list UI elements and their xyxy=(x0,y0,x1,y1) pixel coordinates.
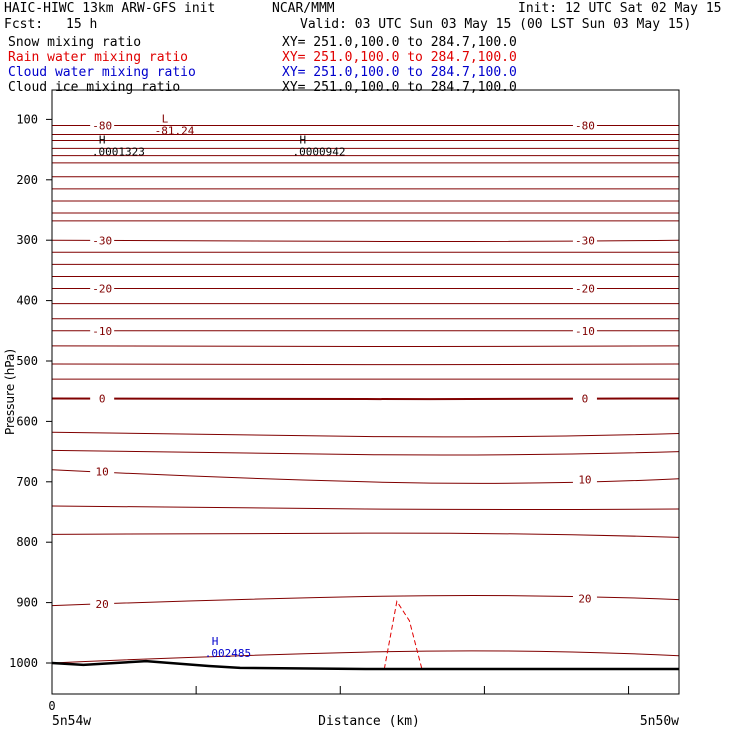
y-tick-label: 300 xyxy=(16,233,38,248)
temperature-contour xyxy=(52,533,679,537)
field-rain-xy: XY= 251.0,100.0 to 284.7,100.0 xyxy=(282,50,517,65)
temperature-contour-label: -20 xyxy=(92,282,113,296)
header-org: NCAR/MMM xyxy=(272,1,335,16)
temperature-contour xyxy=(52,346,679,347)
temperature-contour xyxy=(52,432,679,437)
temperature-contour-label: 0 xyxy=(581,392,589,406)
rain-water-contour xyxy=(384,601,422,669)
temperature-contour-label: -10 xyxy=(92,324,113,338)
extremum-type-label: H xyxy=(299,133,307,147)
extremum-value-label: .0001323 xyxy=(91,145,145,159)
field-snow-name: Snow mixing ratio xyxy=(8,35,142,50)
y-tick-label: 200 xyxy=(16,172,38,187)
field-cloudwater-xy: XY= 251.0,100.0 to 284.7,100.0 xyxy=(282,65,517,80)
temperature-contour xyxy=(52,450,679,455)
temperature-contour-label: 0 xyxy=(98,392,106,406)
temperature-contour-label: 10 xyxy=(578,473,592,487)
y-tick-label: 600 xyxy=(16,414,38,429)
extremum-value-label: .002485 xyxy=(204,646,252,660)
header-model: HAIC-HIWC 13km ARW-GFS init xyxy=(4,1,216,16)
temperature-contour xyxy=(52,506,679,510)
field-rain-name: Rain water mixing ratio xyxy=(8,50,189,65)
field-cloudice-name: Cloud ice mixing ratio xyxy=(8,80,181,95)
temperature-contour-label: -80 xyxy=(92,119,113,133)
y-tick-label: 500 xyxy=(16,354,38,368)
y-tick-label: 100 xyxy=(16,112,38,127)
field-cloudice-xy: XY= 251.0,100.0 to 284.7,100.0 xyxy=(282,80,517,95)
temperature-contour-label: -30 xyxy=(575,234,595,248)
x-label-left: 5n54w xyxy=(52,714,92,729)
header-valid: Valid: 03 UTC Sun 03 May 15 (00 LST Sun 03 May 15) xyxy=(300,17,692,32)
field-cloudwater-name: Cloud water mixing ratio xyxy=(8,65,196,80)
extremum-type-label: L xyxy=(161,112,169,126)
x-label-right: 5n50w xyxy=(639,714,679,729)
temperature-contour-label: 10 xyxy=(95,465,109,479)
x-tick-zero: 0 xyxy=(48,699,56,713)
y-tick-label: 400 xyxy=(16,293,38,308)
temperature-contour-label: -30 xyxy=(92,234,113,248)
temperature-contour xyxy=(52,364,679,365)
terrain-line xyxy=(52,661,679,669)
temperature-contour-label: -20 xyxy=(575,282,595,296)
temperature-contour-label: -10 xyxy=(575,324,595,338)
extremum-type-label: H xyxy=(98,133,106,147)
temperature-contour-label: -80 xyxy=(575,119,595,133)
extremum-type-label: H xyxy=(211,634,219,648)
header-init: Init: 12 UTC Sat 02 May 15 xyxy=(518,1,722,16)
extremum-value-label: -81.24 xyxy=(154,124,195,138)
y-tick-label: 1000 xyxy=(9,656,38,670)
y-tick-label: 900 xyxy=(16,595,38,610)
y-tick-label: 800 xyxy=(16,535,38,550)
temperature-contour-label: 20 xyxy=(95,598,109,612)
y-axis-label: Pressure (hPa) xyxy=(3,348,17,436)
header-fcst-label: Fcst: xyxy=(4,17,44,32)
field-snow-xy: XY= 251.0,100.0 to 284.7,100.0 xyxy=(282,35,517,50)
header-fcst-value: 15 h xyxy=(66,17,98,32)
extremum-value-label: .0000942 xyxy=(292,145,346,159)
temperature-contour-label: 20 xyxy=(578,592,592,606)
y-tick-label: 700 xyxy=(16,474,38,489)
x-axis-label: Distance (km) xyxy=(318,714,420,729)
